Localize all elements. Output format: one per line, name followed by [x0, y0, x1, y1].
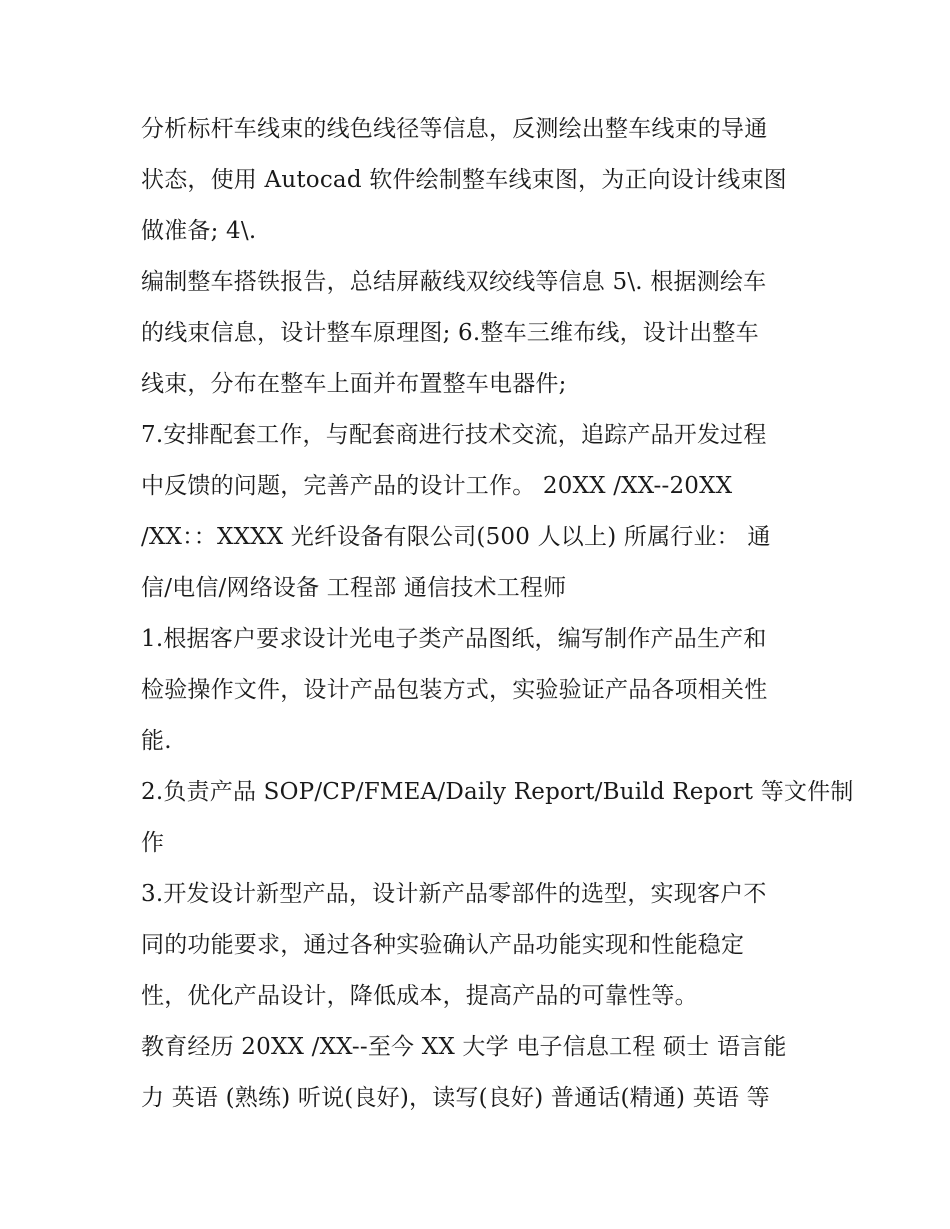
text-line: 状态，使用 Autocad 软件绘制整车线束图，为正向设计线束图	[141, 167, 787, 193]
text-line: 1.根据客户要求设计光电子类产品图纸，编写制作产品生产和	[141, 626, 767, 652]
text-line: 检验操作文件，设计产品包装方式，实验验证产品各项相关性	[141, 677, 768, 703]
text-line: 教育经历 20XX /XX--至今 XX 大学 电子信息工程 硕士 语言能	[141, 1034, 787, 1060]
text-line: 作	[141, 830, 165, 856]
text-line: 能.	[141, 728, 172, 754]
text-line: 编制整车搭铁报告，总结屏蔽线双绞线等信息 5\. 根据测绘车	[141, 269, 767, 295]
text-line: 中反馈的问题，完善产品的设计工作。 20XX /XX--20XX	[141, 473, 733, 499]
text-line: 同的功能要求，通过各种实验确认产品功能实现和性能稳定	[141, 932, 745, 958]
text-line: 2.负责产品 SOP/CP/FMEA/Daily Report/Build Report 等文件制	[141, 779, 854, 805]
text-line: 力 英语 (熟练) 听说(良好)，读写(良好) 普通话(精通) 英语 等	[141, 1085, 770, 1111]
text-line: 做准备; 4\.	[141, 218, 257, 244]
text-line: 线束，分布在整车上面并布置整车电器件;	[141, 371, 567, 397]
text-line: 3.开发设计新型产品，设计新产品零部件的选型，实现客户不	[141, 881, 767, 907]
document-body	[141, 104, 854, 1124]
text-line: /XX：：XXXX 光纤设备有限公司(500 人以上) 所属行业： 通	[141, 524, 771, 550]
text-line: 性，优化产品设计，降低成本，提高产品的可靠性等。	[141, 983, 698, 1009]
text-line: 的线束信息，设计整车原理图; 6.整车三维布线，设计出整车	[141, 320, 759, 346]
text-line: 信/电信/网络设备 工程部 通信技术工程师	[141, 575, 567, 601]
text-line: 7.安排配套工作，与配套商进行技术交流，追踪产品开发过程	[141, 422, 767, 448]
text-line: 分析标杆车线束的线色线径等信息，反测绘出整车线束的导通	[141, 116, 768, 142]
